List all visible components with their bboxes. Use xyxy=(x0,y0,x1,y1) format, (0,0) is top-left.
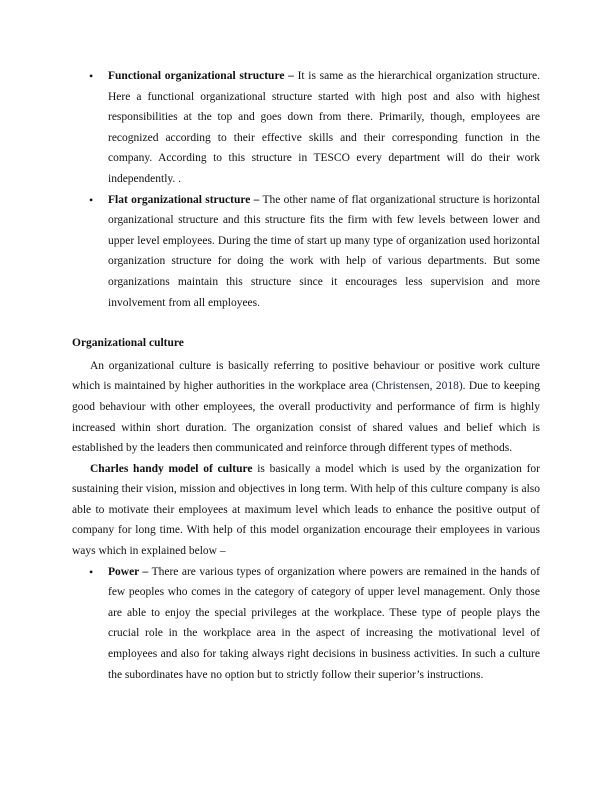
bullet-dot: • xyxy=(89,192,94,207)
paragraph-text: is basically a model which is used by the organization for sustaining their vision, mission and objectives in long term. With help of this culture company is also able to motivate their employees at maximum level which leads to enhance the positive output of company for long time. With help of this model organization encourage their employees in various ways which in explained below – xyxy=(72,462,540,558)
paragraph-culture-intro xyxy=(72,356,540,459)
bullet-dot: • xyxy=(89,564,94,579)
bullet-text: There are various types of organization where powers are remained in the hands of few peoples who comes in the category of category of upper level management. Only those are able to enjoy the special privileges at the workplace. These type of people plays the crucial role in the workplace area in the aspect of increasing the motivational level of employees and also for taking always right decisions in business activities. In such a culture the subordinates have no option but to strictly follow their superior’s instructions. xyxy=(108,565,540,681)
paragraph-handy-model xyxy=(72,459,540,562)
section-heading: Organizational culture xyxy=(72,337,184,350)
bullet-power-culture xyxy=(72,562,540,686)
structure-bullet-list xyxy=(72,66,540,313)
bullet-text: The other name of flat organizational structure is horizontal organizational structure and this structure fits the firm with few levels between lower and upper level employees. During the time of start up many type of organization used horizontal organization structure for doing the work with help of various departments. But some organizations maintain this structure since it encourages less supervision and more involvement from all employees. xyxy=(108,193,540,309)
paragraph-text: . Due to keeping good behaviour with other employees, the overall productivity and performance of firm is highly increased within short duration. The organization consist of shared values and belief which is established by the leaders then communicated and reinforce through different types of methods. xyxy=(72,380,540,455)
bullet-title: Flat organizational structure – xyxy=(108,193,260,206)
paragraph-text: An organizational culture is basically referring to positive behaviour or positive work culture which is maintained by higher authorities in the workplace area xyxy=(72,359,540,393)
citation: (Christensen, 2018) xyxy=(371,380,463,393)
bullet-text: It is same as the hierarchical organization structure. Here a functional organizational structure started with high post and also with highest responsibilities at the top and goes down from there. Primarily, though, employees are recognized according to their effective skills and their corresponding function in the company. According to this structure in TESCO every department will do their work independently. . xyxy=(108,70,540,185)
bullet-flat-structure xyxy=(72,190,540,314)
bullet-title: Functional organizational structure – xyxy=(108,70,294,82)
document-page xyxy=(72,66,540,685)
bullet-dot: • xyxy=(89,69,94,83)
bullet-functional-structure xyxy=(72,66,540,190)
paragraph-bold-lead: Charles handy model of culture xyxy=(90,462,253,475)
bullet-title: Power – xyxy=(108,565,149,578)
culture-bullet-list xyxy=(72,562,540,686)
